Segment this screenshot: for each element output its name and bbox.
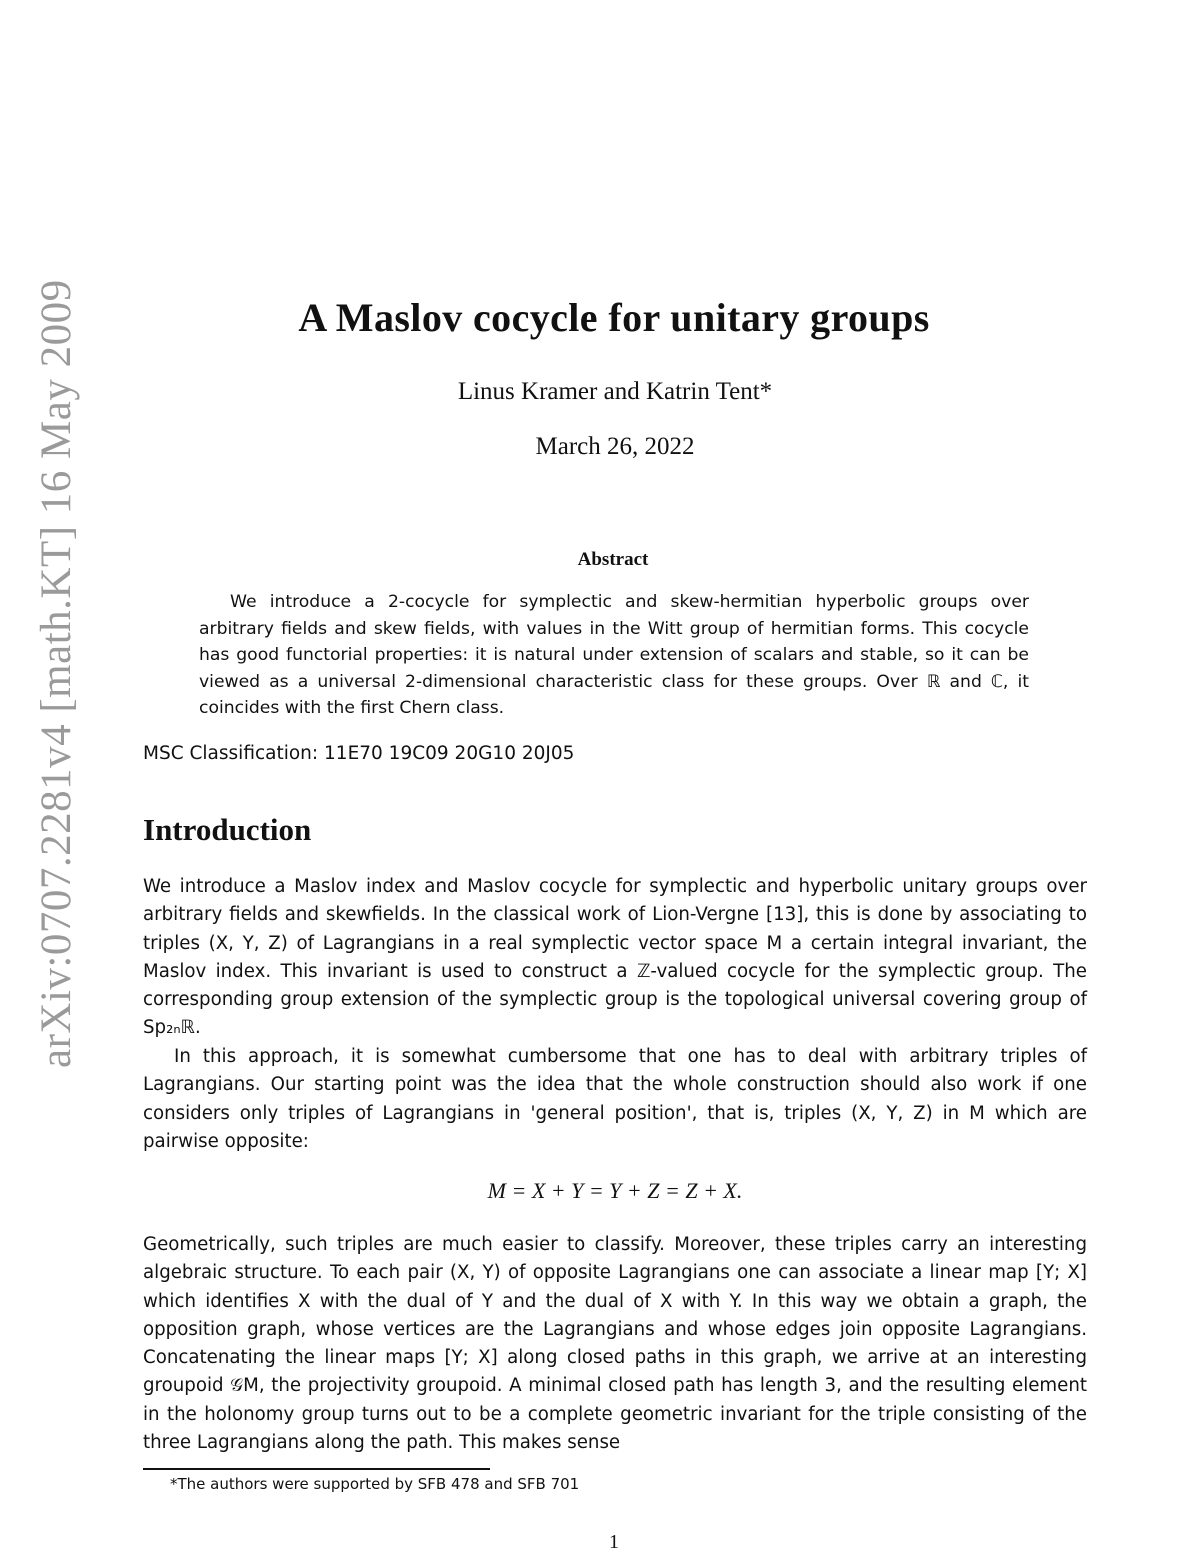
paper-authors: Linus Kramer and Katrin Tent* xyxy=(457,378,773,405)
footnote-rule xyxy=(143,1468,490,1470)
abstract-heading: Abstract xyxy=(577,549,649,570)
section-heading-introduction: Introduction xyxy=(143,812,312,847)
paper-date: March 26, 2022 xyxy=(535,433,695,460)
intro-paragraph-3-block xyxy=(143,1231,1087,1457)
footnote: *The authors were supported by SFB 478 and SFB 701 xyxy=(170,1475,580,1493)
intro-paragraph-2: In this approach, it is somewhat cumbersome that one has to deal with arbitrary triples of Lagrangians. Our starting point was the idea that the whole construction should also work if one considers only triples of Lagrangians in 'general position', that is, triples (X, Y, Z) in M which are pairwise opposite: xyxy=(143,1046,1087,1152)
display-equation: M = X + Y = Y + Z = Z + X. xyxy=(487,1178,743,1203)
intro-paragraph-1: We introduce a Maslov index and Maslov cocycle for symplectic and hyperbolic unitary groups over arbitrary fields and skewfields. In the classical work of Lion-Vergne [13], this is done by associating to triples (X, Y, Z) of Lagrangians in a real symplectic vector space M a certain integral invariant, the Maslov index. This invariant is used to construct a ℤ-valued cocycle for the symplectic group. The corresponding group extension of the symplectic group is the topological universal covering group of Sp₂ₙℝ. xyxy=(143,876,1087,1039)
paper-title: A Maslov cocycle for unitary groups xyxy=(298,295,930,340)
intro-paragraph-2-block xyxy=(143,1043,1087,1156)
intro-paragraph-3: Geometrically, such triples are much easier to classify. Moreover, these triples carry an interesting algebraic structure. To each pair (X, Y) of opposite Lagrangians one can associate a linear map [Y; X] which identifies X with the dual of Y and the dual of X with Y. In this way we obtain a graph, the opposition graph, whose vertices are the Lagrangians and whose edges join opposite Lagrangians. Concatenating the linear maps [Y; X] along closed paths in this graph, we arrive at an interesting groupoid 𝒢M, the projectivity groupoid. A minimal closed path has length 3, and the resulting element in the holonomy group turns out to be a complete geometric invariant for the triple consisting of the three Lagrangians along the path. This makes sense xyxy=(143,1234,1087,1454)
abstract-text: We introduce a 2-cocycle for symplectic and skew-hermitian hyperbolic groups over arbitrary fields and skew fields, with values in the Witt group of hermitian forms. This cocycle has good functorial properties: it is natural under extension of scalars and stable, so it can be viewed as a universal 2-dimensional characteristic class for these groups. Over ℝ and ℂ, it coincides with the first Chern class. xyxy=(199,592,1029,718)
abstract-body xyxy=(199,589,1029,722)
msc-classification: MSC Classification: 11E70 19C09 20G10 20J05 xyxy=(143,743,575,764)
intro-paragraph-1-block xyxy=(143,873,1087,1043)
arxiv-identifier-stamp: arXiv:0707.2281v4 [math.KT] 16 May 2009 xyxy=(33,279,80,1068)
page-number: 1 xyxy=(609,1531,619,1553)
